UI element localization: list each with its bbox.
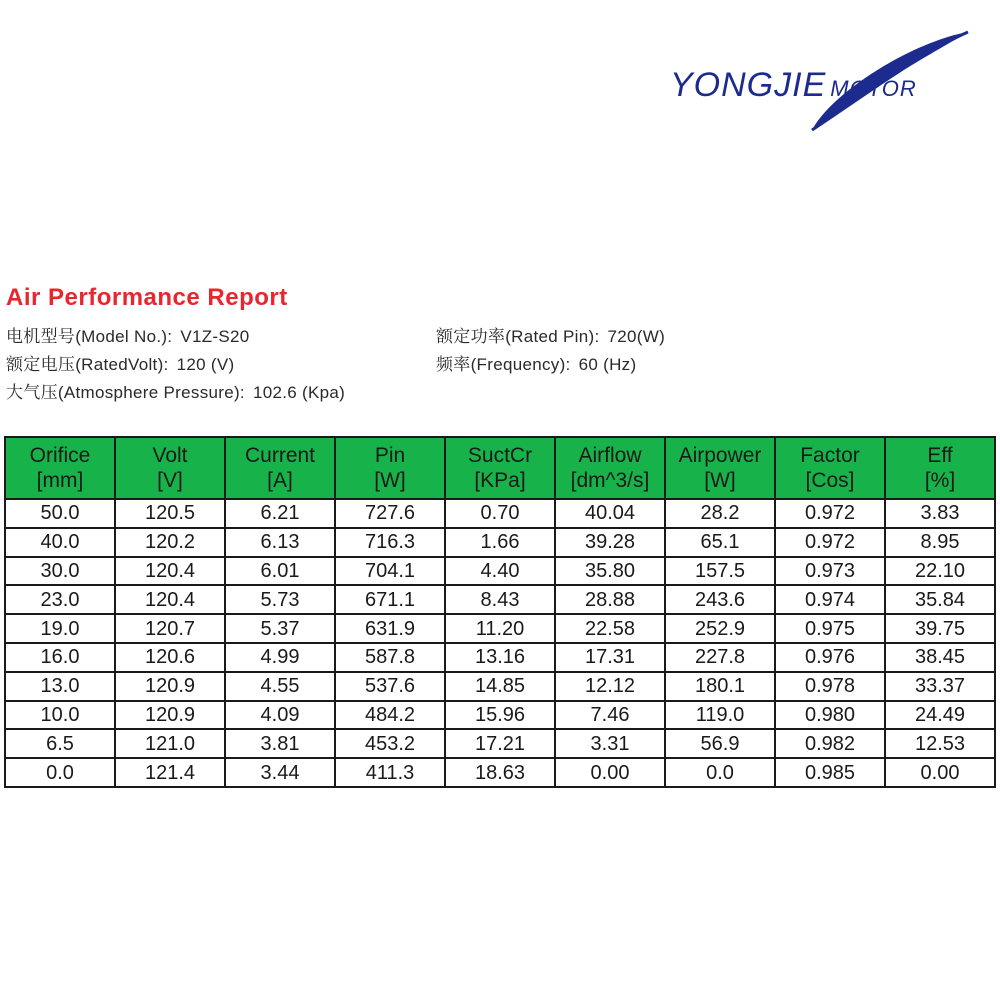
table-cell: 6.21: [225, 499, 335, 528]
rated-volt-label: 额定电压(RatedVolt):: [6, 355, 169, 374]
table-cell: 0.975: [775, 614, 885, 643]
column-unit: [W]: [704, 469, 736, 492]
rated-pin: [436, 322, 665, 347]
table-cell: 19.0: [5, 614, 115, 643]
column-name: Factor: [800, 444, 860, 467]
table-cell: 33.37: [885, 672, 995, 701]
table-cell: 0.973: [775, 557, 885, 586]
table-cell: 7.46: [555, 701, 665, 730]
table-cell: 0.972: [775, 499, 885, 528]
frequency-value: 60 (Hz): [578, 355, 637, 374]
table-cell: 17.21: [445, 729, 555, 758]
column-header: [665, 437, 775, 499]
column-name: Pin: [374, 444, 406, 467]
table-cell: 0.982: [775, 729, 885, 758]
frequency: [436, 350, 636, 375]
table-row: [5, 758, 995, 787]
table-cell: 587.8: [335, 643, 445, 672]
column-name: Airpower: [678, 444, 762, 467]
logo-sub: MOTOR: [830, 76, 917, 101]
table-row: [5, 528, 995, 557]
table-cell: 243.6: [665, 585, 775, 614]
report-title: Air Performance Report: [6, 284, 288, 311]
column-unit: [%]: [924, 469, 956, 492]
model-number: [6, 322, 250, 347]
table-cell: 18.63: [445, 758, 555, 787]
table-cell: 50.0: [5, 499, 115, 528]
table-cell: 6.13: [225, 528, 335, 557]
column-header: [225, 437, 335, 499]
table-cell: 40.0: [5, 528, 115, 557]
column-header: [555, 437, 665, 499]
column-unit: [dm^3/s]: [570, 469, 650, 492]
rated-volt-value: 120 (V): [176, 355, 235, 374]
table-cell: 0.978: [775, 672, 885, 701]
table-cell: 0.70: [445, 499, 555, 528]
table-cell: 28.88: [555, 585, 665, 614]
column-name: Orifice: [29, 444, 91, 467]
table-row: [5, 701, 995, 730]
table-row: [5, 643, 995, 672]
table-cell: 16.0: [5, 643, 115, 672]
table-cell: 6.5: [5, 729, 115, 758]
table-cell: 22.10: [885, 557, 995, 586]
table-cell: 6.01: [225, 557, 335, 586]
table-cell: 3.44: [225, 758, 335, 787]
table-cell: 5.73: [225, 585, 335, 614]
table-cell: 0.0: [665, 758, 775, 787]
table-cell: 8.43: [445, 585, 555, 614]
column-unit: [mm]: [36, 469, 84, 492]
table-cell: 12.53: [885, 729, 995, 758]
table-cell: 30.0: [5, 557, 115, 586]
table-cell: 0.00: [885, 758, 995, 787]
table-cell: 56.9: [665, 729, 775, 758]
rated-pin-value: 720(W): [607, 327, 666, 346]
table-cell: 671.1: [335, 585, 445, 614]
table-cell: 411.3: [335, 758, 445, 787]
table-header-row: [5, 437, 995, 499]
table-cell: 631.9: [335, 614, 445, 643]
table-cell: 1.66: [445, 528, 555, 557]
table-cell: 119.0: [665, 701, 775, 730]
table-cell: 0.972: [775, 528, 885, 557]
column-name: Current: [244, 444, 316, 467]
column-name: Volt: [152, 444, 188, 467]
table-cell: 3.31: [555, 729, 665, 758]
table-cell: 727.6: [335, 499, 445, 528]
table-row: [5, 614, 995, 643]
table-cell: 3.83: [885, 499, 995, 528]
table-body: [5, 499, 995, 787]
table-cell: 0.00: [555, 758, 665, 787]
table-cell: 4.55: [225, 672, 335, 701]
table-cell: 252.9: [665, 614, 775, 643]
table-cell: 120.4: [115, 585, 225, 614]
rated-pin-label: 额定功率(Rated Pin):: [436, 327, 600, 346]
table-cell: 17.31: [555, 643, 665, 672]
table-cell: 716.3: [335, 528, 445, 557]
column-name: Airflow: [578, 444, 642, 467]
table-cell: 13.16: [445, 643, 555, 672]
column-unit: [Cos]: [805, 469, 855, 492]
model-label: 电机型号(Model No.):: [6, 327, 173, 346]
table-row: [5, 557, 995, 586]
table-row: [5, 672, 995, 701]
table-cell: 0.985: [775, 758, 885, 787]
frequency-label: 频率(Frequency):: [436, 355, 571, 374]
table-cell: 120.4: [115, 557, 225, 586]
column-header: [445, 437, 555, 499]
table-cell: 14.85: [445, 672, 555, 701]
table-cell: 453.2: [335, 729, 445, 758]
table-cell: 3.81: [225, 729, 335, 758]
table-cell: 0.974: [775, 585, 885, 614]
column-header: [115, 437, 225, 499]
logo-brand: YONGJIE: [670, 66, 827, 104]
table-cell: 8.95: [885, 528, 995, 557]
table-cell: 65.1: [665, 528, 775, 557]
table-cell: 227.8: [665, 643, 775, 672]
table-cell: 0.980: [775, 701, 885, 730]
rated-volt: [6, 350, 234, 375]
performance-table: [4, 436, 996, 788]
table-cell: 484.2: [335, 701, 445, 730]
table-cell: 35.80: [555, 557, 665, 586]
column-unit: [KPa]: [474, 469, 526, 492]
table-cell: 12.12: [555, 672, 665, 701]
table-cell: 35.84: [885, 585, 995, 614]
column-unit: [V]: [157, 469, 183, 492]
table-cell: 704.1: [335, 557, 445, 586]
table-cell: 39.75: [885, 614, 995, 643]
column-header: [775, 437, 885, 499]
table-cell: 40.04: [555, 499, 665, 528]
table-cell: 537.6: [335, 672, 445, 701]
table-cell: 120.6: [115, 643, 225, 672]
table-cell: 22.58: [555, 614, 665, 643]
company-logo: [662, 22, 982, 137]
table-cell: 4.09: [225, 701, 335, 730]
pressure-label: 大气压(Atmosphere Pressure):: [6, 383, 245, 402]
table-row: [5, 585, 995, 614]
table-cell: 120.7: [115, 614, 225, 643]
logo-text: [670, 66, 917, 105]
pressure-value: 102.6 (Kpa): [252, 383, 346, 402]
column-header: [335, 437, 445, 499]
column-name: Eff: [927, 444, 953, 467]
table-cell: 157.5: [665, 557, 775, 586]
table-cell: 120.5: [115, 499, 225, 528]
column-header: [5, 437, 115, 499]
table-cell: 28.2: [665, 499, 775, 528]
table-cell: 180.1: [665, 672, 775, 701]
model-value: V1Z-S20: [180, 327, 250, 346]
table-cell: 4.40: [445, 557, 555, 586]
table-cell: 5.37: [225, 614, 335, 643]
table-cell: 13.0: [5, 672, 115, 701]
column-unit: [A]: [267, 469, 293, 492]
table-cell: 11.20: [445, 614, 555, 643]
table-cell: 0.0: [5, 758, 115, 787]
table-cell: 120.2: [115, 528, 225, 557]
atmosphere-pressure: [6, 378, 345, 403]
table-cell: 121.4: [115, 758, 225, 787]
table-cell: 15.96: [445, 701, 555, 730]
table-cell: 4.99: [225, 643, 335, 672]
column-header: [885, 437, 995, 499]
table-cell: 24.49: [885, 701, 995, 730]
table-cell: 121.0: [115, 729, 225, 758]
table-row: [5, 499, 995, 528]
table-cell: 10.0: [5, 701, 115, 730]
table-cell: 120.9: [115, 672, 225, 701]
table-row: [5, 729, 995, 758]
table-cell: 39.28: [555, 528, 665, 557]
table-cell: 0.976: [775, 643, 885, 672]
table-cell: 38.45: [885, 643, 995, 672]
table-cell: 23.0: [5, 585, 115, 614]
column-name: SuctCr: [467, 444, 533, 467]
column-unit: [W]: [374, 469, 406, 492]
table-cell: 120.9: [115, 701, 225, 730]
